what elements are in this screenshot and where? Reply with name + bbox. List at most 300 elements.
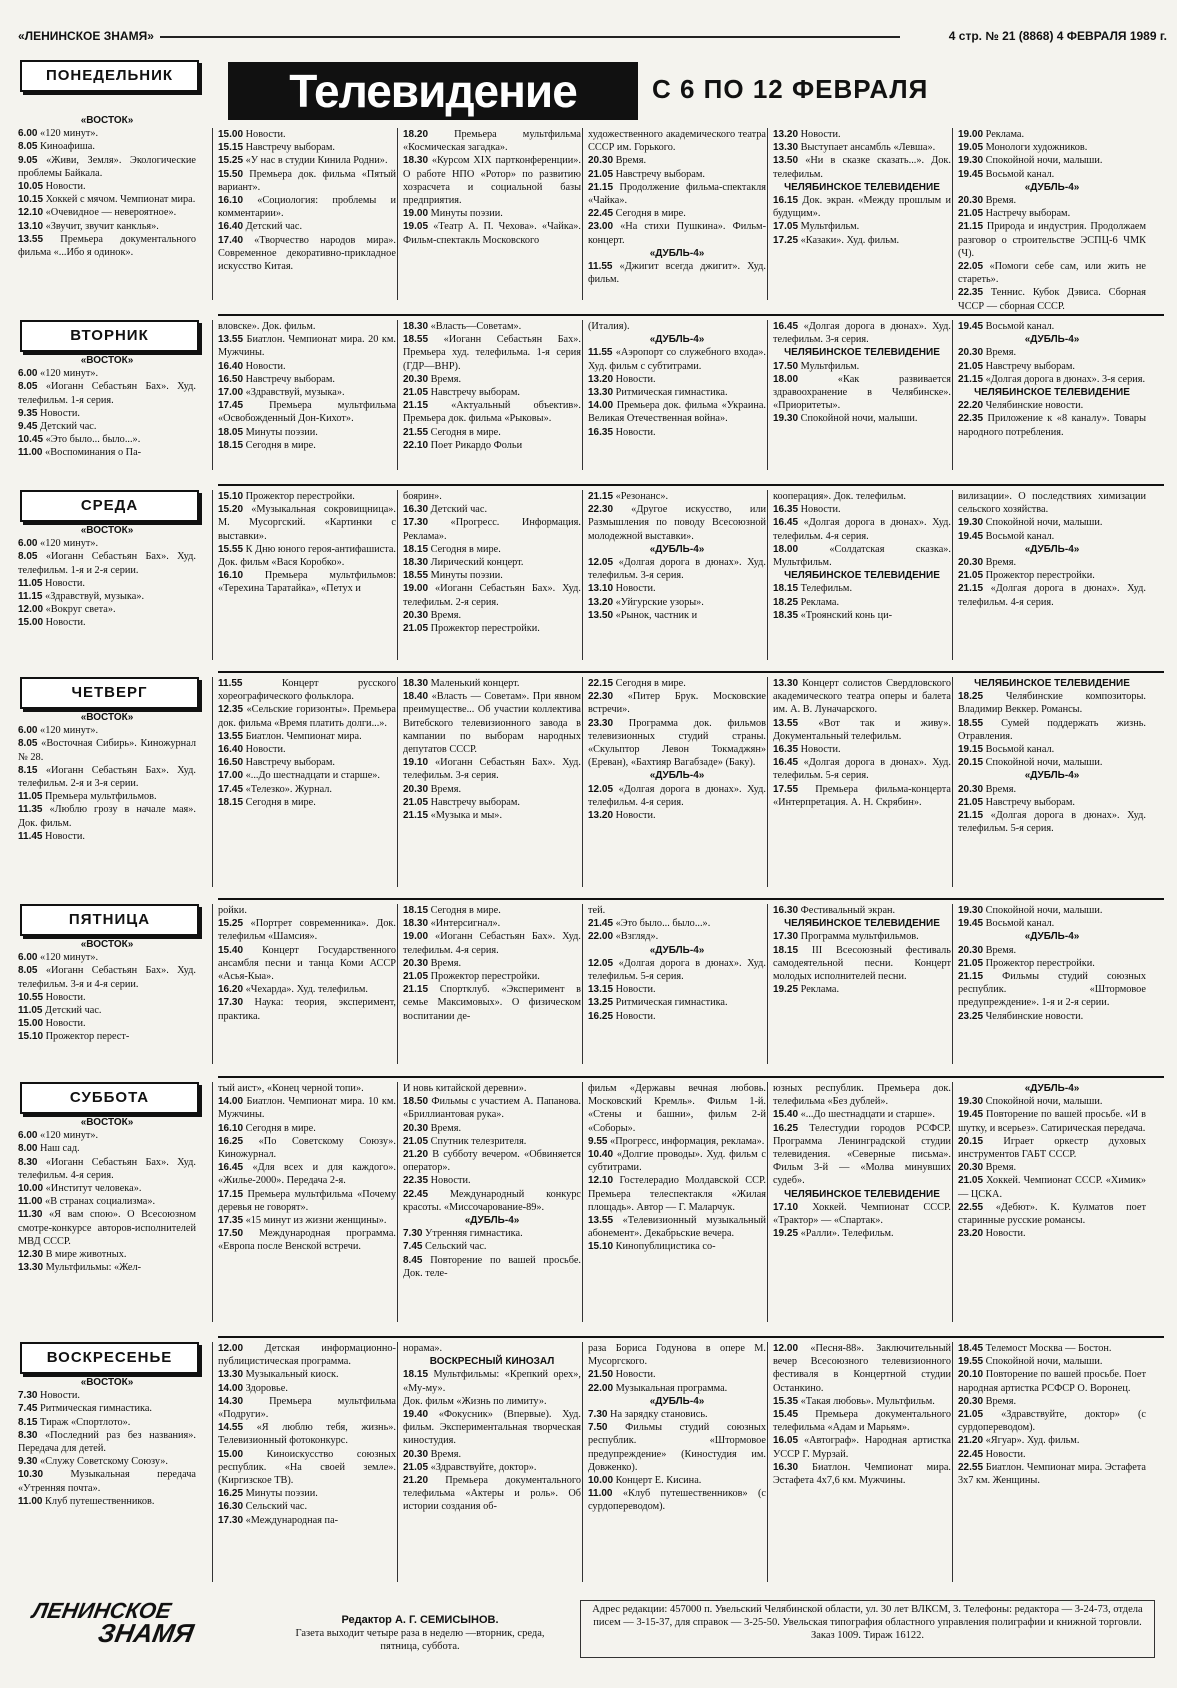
program-entry: 19.45 Восьмой канал. <box>958 918 1055 930</box>
channel-heading: ЧЕЛЯБИНСКОЕ ТЕЛЕВИДЕНИЕ <box>784 570 940 582</box>
program-entry: 15.50 Премьера док. фильма «Пятый вариант». <box>218 168 396 193</box>
program-entry: 18.20 Премьера мультфильма «Космическая загадка». <box>403 129 581 154</box>
program-time: 19.25 <box>773 984 799 996</box>
program-time: 12.10 <box>18 207 44 219</box>
program-entry: 17.00 «Здравствуй, музыка». <box>218 387 345 399</box>
program-entry: 17.50 Международная программа. «Европа после Венской встречи. <box>218 1228 396 1253</box>
program-entry: 17.00 «...До шестнадцати и старше». <box>218 770 380 782</box>
program-time: 13.55 <box>218 730 244 742</box>
program-entry: 13.30 Ритмическая гимнастика. <box>588 387 728 399</box>
program-entry: 20.30 Время. <box>588 155 647 167</box>
program-entry: 15.40 Концерт Государственного ансамбля песни и танца Коми АССР «Асья-Кыа». <box>218 944 396 983</box>
schedule-column <box>18 711 196 887</box>
program-time: 9.55 <box>588 1135 608 1147</box>
program-entry: 18.50 Фильмы с участием А. Папанова. «Бриллиантовая рука». <box>403 1096 581 1121</box>
program-time: 12.10 <box>588 1175 614 1187</box>
day-divider <box>218 1076 1164 1078</box>
program-time: 19.30 <box>773 413 799 425</box>
program-time: 16.50 <box>218 757 244 769</box>
program-entry: 10.15 Хоккей с мячом. Чемпионат мира. <box>18 194 196 206</box>
schedule-column <box>958 904 1146 1064</box>
column-separator <box>952 320 953 470</box>
program-time: 11.05 <box>18 577 43 589</box>
program-entry: 16.45 «Долгая дорога в дюнах». Худ. телефильм. 5-я серия. <box>773 757 951 782</box>
program-time: 19.25 <box>773 1228 799 1240</box>
program-time: 17.35 <box>218 1215 244 1227</box>
program-time: 16.10 <box>218 1122 244 1134</box>
program-time: 18.15 <box>403 1369 429 1381</box>
program-entry: 23.20 Новости. <box>958 1228 1026 1240</box>
program-time: 15.00 <box>218 1448 244 1460</box>
program-time: 9.05 <box>18 154 38 166</box>
program-entry: 16.30 Детский час. <box>403 504 488 516</box>
program-time: 8.05 <box>18 738 38 750</box>
program-entry: 16.30 Сельский час. <box>218 1501 308 1513</box>
schedule-column <box>403 904 581 1064</box>
program-time: 17.30 <box>403 517 429 529</box>
program-entry: 13.10 «Звучит, звучит канклья». <box>18 220 159 232</box>
program-entry: боярин». <box>403 491 442 502</box>
channel-heading: «ДУБЛЬ-4» <box>1024 181 1080 193</box>
program-time: 15.00 <box>18 1018 44 1030</box>
program-entry: 21.05 Прожектор перестройки. <box>958 570 1095 582</box>
program-entry: 21.05 Спутник телезрителя. <box>403 1135 527 1147</box>
editor-name: Редактор А. Г. СЕМИСЫНОВ. <box>341 1614 499 1626</box>
program-time: 16.45 <box>773 321 799 332</box>
program-entry: 21.50 Новости. <box>588 1369 656 1381</box>
program-time: 7.30 <box>588 1409 608 1421</box>
program-entry: 8.15 «Иоганн Себастьян Бах». Худ. телефильм. 2-я и 3-я серии. <box>18 764 196 790</box>
header-rule <box>160 36 900 38</box>
program-entry: 14.55 «Я люблю тебя, жизнь». Телевизионный фотоконкурс. <box>218 1422 396 1447</box>
program-time: 8.05 <box>18 965 38 977</box>
program-time: 19.30 <box>958 517 984 529</box>
program-entry: 18.30 «Интерсигнал». <box>403 918 501 930</box>
program-entry: 16.35 Новости. <box>588 426 656 438</box>
program-entry: 16.35 Новости. <box>773 504 841 516</box>
channel-heading: «ВОСТОК» <box>80 355 134 366</box>
column-separator <box>582 1082 583 1322</box>
column-separator <box>952 1342 953 1582</box>
program-time: 12.05 <box>588 783 614 795</box>
program-time: 11.30 <box>18 1209 43 1221</box>
program-entry: фильм «Державы вечная любовь. Московский Кремль». Фильм 1-й. «Стены и башни», фильм 2-й «Соборы». <box>588 1083 766 1134</box>
program-time: 11.05 <box>18 1005 43 1017</box>
day-label: ВТОРНИК <box>20 320 199 352</box>
schedule-column <box>588 320 766 470</box>
program-entry: 12.05 «Долгая дорога в дюнах». Худ. телефильм. 5-я серия. <box>588 957 766 983</box>
program-entry: 13.10 Новости. <box>588 583 656 595</box>
day-divider <box>218 898 1164 900</box>
program-entry: 16.40 Детский час. <box>218 221 303 233</box>
program-time: 21.45 <box>588 918 614 930</box>
program-time: 18.25 <box>773 596 799 608</box>
program-entry: 15.00 Киноискусство союзных республик. «На своей земле». (Киргизское ТВ). <box>218 1448 396 1487</box>
program-entry: 11.00 «Клуб путешественников» (с сурдопереводом). <box>588 1488 766 1513</box>
program-entry: 22.55 «Дебют». К. Кулматов поет старинные русские романсы. <box>958 1201 1146 1227</box>
program-entry: 19.30 Спокойной ночи, малыши. <box>958 905 1103 916</box>
schedule-column <box>773 904 951 1064</box>
program-entry: 17.45 «Телезко». Журнал. <box>218 783 332 795</box>
program-time: 19.10 <box>403 757 429 769</box>
program-entry: норама». <box>403 1343 443 1354</box>
program-time: 15.20 <box>218 504 244 516</box>
program-entry: 16.10 Премьера мультфильмов: «Терехина Таратайка», «Петух и <box>218 570 396 595</box>
program-entry: 19.45 Восьмой канал. <box>958 321 1055 332</box>
newspaper-name: «ЛЕНИНСКОЕ ЗНАМЯ» <box>18 29 154 43</box>
schedule-column <box>218 490 396 660</box>
page-dates: С 6 ПО 12 ФЕВРАЛЯ <box>652 74 929 104</box>
program-entry: 6.00 «120 минут». <box>18 952 99 964</box>
channel-heading: «ВОСТОК» <box>80 939 134 950</box>
program-time: 15.10 <box>588 1241 614 1253</box>
program-time: 8.15 <box>18 764 38 776</box>
column-separator <box>397 1342 398 1582</box>
program-entry: 22.45 Новости. <box>958 1448 1026 1460</box>
program-time: 12.00 <box>18 604 44 616</box>
program-time: 6.00 <box>18 128 38 140</box>
program-time: 22.35 <box>958 413 984 425</box>
program-entry: (Италия). <box>588 321 630 332</box>
schedule-column <box>403 128 581 300</box>
program-entry: 19.45 Повторение по вашей просьбе. «И в шутку, и всерьез». Сатирическая передача. <box>958 1109 1146 1134</box>
program-time: 19.45 <box>958 168 984 180</box>
program-entry: 15.00 Новости. <box>218 129 286 140</box>
program-entry: 11.35 «Люблю грозу в начале мая». Док. фильм. <box>18 804 196 829</box>
program-time: 21.15 <box>403 400 429 412</box>
program-time: 16.25 <box>218 1135 244 1147</box>
program-time: 20.30 <box>958 783 984 795</box>
program-time: 18.15 <box>773 944 799 956</box>
column-separator <box>397 677 398 887</box>
program-time: 8.15 <box>18 1416 38 1428</box>
program-time: 13.30 <box>218 1369 244 1381</box>
channel-heading: «ВОСТОК» <box>80 115 134 126</box>
program-time: 19.00 <box>958 129 984 140</box>
schedule-column <box>18 1116 196 1322</box>
logo-line2: ЗНАМЯ <box>95 1618 197 1648</box>
program-entry: 18.55 Сумей поддержать жизнь. Отравления. <box>958 717 1146 742</box>
program-time: 20.30 <box>588 155 614 167</box>
program-entry: 16.40 Новости. <box>218 744 286 756</box>
program-time: 22.00 <box>588 1382 614 1394</box>
program-entry: 8.45 Повторение по вашей просьбе. Док. теле- <box>403 1254 581 1279</box>
program-entry: 16.25 Минуты поэзии. <box>218 1488 318 1500</box>
day-divider <box>218 484 1164 486</box>
program-entry: 18.15 III Всесоюзный фестиваль самодеятельной песни. Концерт молодых исполнителей песни. <box>773 944 951 983</box>
program-entry: 18.15 Сегодня в мире. <box>403 543 501 555</box>
program-entry: 12.00 «Песня-88». Заключительный вечер Всесоюзного телевизионного фестиваля в Концертной студии Останкино. <box>773 1343 951 1394</box>
program-entry: Док. фильм «Жизнь по лимиту». <box>403 1395 547 1407</box>
program-entry: 9.35 Новости. <box>18 407 80 419</box>
program-time: 21.50 <box>588 1369 614 1381</box>
program-time: 18.30 <box>403 918 429 930</box>
column-separator <box>397 128 398 300</box>
column-separator <box>767 490 768 660</box>
program-time: 13.50 <box>588 609 614 621</box>
program-entry: 17.35 «15 минут из жизни женщины». <box>218 1215 387 1227</box>
day-block <box>18 1082 1164 1322</box>
order-info: Заказ 1009. Тираж 16122. <box>811 1630 924 1641</box>
program-entry: 19.15 Восьмой канал. <box>958 744 1055 756</box>
program-time: 22.15 <box>588 678 614 689</box>
channel-heading: ЧЕЛЯБИНСКОЕ ТЕЛЕВИДЕНИЕ <box>974 387 1130 399</box>
program-entry: 16.50 Навстречу выборам. <box>218 373 335 385</box>
program-entry: 21.15 Продолжение фильма-спектакля «Чайка». <box>588 181 766 207</box>
program-time: 18.00 <box>773 543 799 555</box>
program-entry: 19.30 Спокойной ночи, малыши. <box>773 413 918 425</box>
program-time: 15.25 <box>218 918 244 930</box>
program-entry: 21.05 Навстречу выборам. <box>403 796 520 808</box>
program-time: 21.05 <box>588 168 614 180</box>
program-entry: 17.30 Программа мультфильмов. <box>773 931 919 943</box>
program-entry: 21.05 «Здравствуйте, доктор» (с сурдопереводом). <box>958 1409 1146 1434</box>
program-time: 9.30 <box>18 1456 38 1468</box>
program-entry: 21.15 «Долгая дорога в дюнах». 3-я серия. <box>958 373 1146 385</box>
program-entry: 11.05 Детский час. <box>18 1005 102 1017</box>
program-time: 21.05 <box>958 208 984 220</box>
program-entry: кооперация». Док. телефильм. <box>773 491 906 502</box>
day-block <box>18 1342 1164 1582</box>
schedule-column <box>588 677 766 887</box>
program-entry: 16.45 «Долгая дорога в дюнах». Худ. телефильм. 4-я серия. <box>773 517 951 542</box>
column-separator <box>952 128 953 300</box>
program-time: 19.30 <box>958 155 984 167</box>
program-time: 15.55 <box>218 543 244 555</box>
program-time: 15.45 <box>773 1409 799 1421</box>
program-entry: 16.40 Новости. <box>218 360 286 372</box>
program-time: 16.30 <box>403 504 429 516</box>
program-time: 13.30 <box>773 678 799 689</box>
program-time: 18.15 <box>218 796 244 808</box>
program-time: 17.05 <box>773 221 799 233</box>
program-entry: 16.05 «Автограф». Народная артистка УССР Г. Мурзай. <box>773 1435 951 1460</box>
program-time: 12.35 <box>218 704 244 716</box>
program-entry: 12.35 «Сельские горизонты». Премьера док. фильма «Время платить долги...». <box>218 704 396 729</box>
program-time: 6.00 <box>18 952 38 964</box>
program-entry: 18.35 «Троянский конь ци- <box>773 609 893 621</box>
program-entry: 8.05 «Иоганн Себастьян Бах». Худ. телефильм. 1-я и 2-я серии. <box>18 551 196 576</box>
program-entry: 22.00 «Взгляд». <box>588 931 659 943</box>
program-time: 6.00 <box>18 368 38 380</box>
program-time: 22.35 <box>403 1175 429 1187</box>
program-time: 16.10 <box>218 570 244 582</box>
program-entry: 15.45 Премьера документального телефильма «Адам и Марьям». <box>773 1409 951 1434</box>
program-entry: 19.30 Спокойной ночи, малыши. <box>958 155 1103 167</box>
column-separator <box>952 490 953 660</box>
program-time: 18.30 <box>403 321 429 332</box>
schedule-column <box>218 904 396 1064</box>
program-entry: 16.10 Сегодня в мире. <box>218 1122 316 1134</box>
program-time: 13.55 <box>18 233 44 245</box>
program-time: 13.15 <box>588 984 614 996</box>
program-entry: художественного академического театра СССР им. Горького. <box>588 129 766 154</box>
program-time: 13.50 <box>773 155 799 167</box>
column-separator <box>582 677 583 887</box>
program-entry: 11.45 Новости. <box>18 830 85 842</box>
program-time: 21.15 <box>403 984 429 996</box>
column-separator <box>212 490 213 660</box>
program-entry: 15.00 Новости. <box>18 617 86 629</box>
program-time: 18.30 <box>403 678 429 689</box>
program-entry: 6.00 «120 минут». <box>18 538 99 550</box>
program-time: 20.30 <box>403 1122 429 1134</box>
channel-heading: «ДУБЛЬ-4» <box>1024 931 1080 943</box>
program-entry: 13.55 «Вот так и живу». Документальный телефильм. <box>773 717 951 742</box>
schedule-column <box>773 1342 951 1582</box>
program-time: 14.55 <box>218 1422 244 1434</box>
program-entry: 18.15 Сегодня в мире. <box>218 796 316 808</box>
program-time: 18.25 <box>958 691 984 703</box>
program-entry: 21.15 «Долгая дорога в дюнах». Худ. телефильм. 4-я серия. <box>958 583 1146 608</box>
day-label: ПЯТНИЦА <box>20 904 199 936</box>
program-entry: 20.10 Повторение по вашей просьбе. Поет народная артистка РСФСР О. Воронец. <box>958 1369 1146 1394</box>
column-separator <box>767 320 768 470</box>
program-entry: 11.30 «Я вам спою». О Всесоюзном смотре-конкурсе авторов-исполнителей МВД СССР. <box>18 1209 196 1247</box>
column-separator <box>767 677 768 887</box>
program-entry: 18.15 Сегодня в мире. <box>218 439 316 451</box>
schedule-column <box>403 1082 581 1322</box>
program-entry: 13.20 Новости. <box>773 129 841 140</box>
program-time: 19.05 <box>958 142 984 154</box>
program-entry: 19.45 Восьмой канал. <box>958 168 1055 180</box>
editor-block <box>280 1614 560 1653</box>
program-entry: 21.05 Прожектор перестройки. <box>403 623 540 635</box>
program-entry: 15.10 Кинопублицистика со- <box>588 1241 716 1253</box>
program-entry: 8.05 «Иоганн Себастьян Бах». Худ. телефильм. 3-я и 4-я серии. <box>18 965 196 990</box>
program-time: 16.45 <box>773 757 799 769</box>
program-time: 22.55 <box>958 1201 984 1213</box>
program-entry: 21.15 «Долгая дорога в дюнах». Худ. телефильм. 5-я серия. <box>958 810 1146 835</box>
program-time: 21.05 <box>958 1409 984 1421</box>
program-time: 10.00 <box>18 1183 44 1195</box>
channel-heading: ВОСКРЕСНЫЙ КИНОЗАЛ <box>429 1356 555 1368</box>
schedule-column <box>218 320 396 470</box>
program-time: 17.50 <box>773 360 799 372</box>
program-entry: 11.55 «Джигит всегда джигит». Худ. фильм. <box>588 261 766 286</box>
program-time: 21.05 <box>958 957 984 969</box>
program-time: 17.45 <box>218 783 244 795</box>
program-entry: 11.00 «Воспоминания о Па- <box>18 447 142 459</box>
program-time: 23.20 <box>958 1228 984 1240</box>
program-entry: 6.00 «120 минут». <box>18 128 99 140</box>
program-time: 13.20 <box>588 373 614 385</box>
program-entry: 10.00 Концерт Е. Кисина. <box>588 1475 702 1487</box>
program-time: 11.15 <box>18 591 43 603</box>
program-time: 15.35 <box>773 1395 799 1407</box>
program-time: 16.30 <box>773 905 799 916</box>
program-time: 21.15 <box>958 221 984 233</box>
program-time: 20.30 <box>403 1448 429 1460</box>
program-time: 20.30 <box>958 347 984 359</box>
program-entry: ройки. <box>218 905 247 916</box>
program-time: 6.00 <box>18 1130 38 1142</box>
program-time: 17.25 <box>773 234 799 246</box>
program-time: 18.15 <box>403 905 429 916</box>
program-time: 11.00 <box>588 1488 613 1500</box>
program-time: 14.00 <box>218 1382 244 1394</box>
program-entry: 20.30 Время. <box>958 783 1017 795</box>
program-entry: 21.05 Навстречу выборам. <box>958 796 1075 808</box>
program-entry: 13.30 Музыкальный киоск. <box>218 1369 339 1381</box>
program-time: 9.35 <box>18 407 38 419</box>
program-entry: 7.30 На зарядку становись. <box>588 1409 708 1421</box>
program-entry: 18.40 «Власть — Советам». При явном преимуществе... Об участии коллектива Витебского телевизионного завода в кампании по выборам народных депутатов СССР. <box>403 691 581 756</box>
program-entry: 21.05 Хоккей. Чемпионат СССР. «Химик» — ЦСКА. <box>958 1175 1146 1200</box>
schedule-column <box>773 320 951 470</box>
program-time: 16.25 <box>773 1122 799 1134</box>
program-entry: 23.25 Челябинские новости. <box>958 1010 1084 1022</box>
program-time: 7.45 <box>18 1403 38 1415</box>
program-time: 12.05 <box>588 957 614 969</box>
program-time: 22.20 <box>958 400 984 412</box>
day-block <box>18 904 1164 1064</box>
program-entry: 21.05 Навстречу выборам. <box>588 168 705 180</box>
program-time: 21.05 <box>403 387 429 399</box>
program-time: 21.15 <box>958 373 984 385</box>
program-time: 16.15 <box>773 195 799 207</box>
program-time: 15.40 <box>218 944 244 956</box>
program-entry: 21.15 «Резонанс». <box>588 491 669 502</box>
program-entry: 22.30 «Другое искусство, или Размышления по поводу Всесоюзной молодежной выставки». <box>588 504 766 542</box>
day-divider <box>218 314 1164 316</box>
program-entry: 15.10 Прожектор перест- <box>18 1031 130 1043</box>
program-entry: 21.05 Навстречу выборам. <box>958 360 1075 372</box>
program-entry: 20.30 Время. <box>958 944 1017 956</box>
program-entry: 19.25 Реклама. <box>773 984 840 996</box>
program-entry: 19.30 Спокойной ночи, малыши. <box>958 517 1103 529</box>
program-time: 6.00 <box>18 725 38 737</box>
program-time: 20.30 <box>403 609 429 621</box>
schedule-column <box>588 490 766 660</box>
program-time: 22.45 <box>403 1188 429 1200</box>
program-time: 17.15 <box>218 1188 244 1200</box>
program-time: 20.30 <box>403 783 429 795</box>
program-entry: 16.25 «По Советскому Союзу». Киножурнал. <box>218 1135 396 1161</box>
newspaper-logo <box>26 1600 253 1650</box>
program-time: 13.25 <box>588 997 614 1009</box>
program-time: 21.05 <box>958 1175 984 1187</box>
channel-heading: ЧЕЛЯБИНСКОЕ ТЕЛЕВИДЕНИЕ <box>784 918 940 930</box>
program-time: 16.10 <box>218 195 244 207</box>
column-separator <box>767 1082 768 1322</box>
program-entry: 16.45 «Долгая дорога в дюнах». Худ. телефильм. 3-я серия. <box>773 321 951 346</box>
program-time: 17.30 <box>218 1514 244 1526</box>
column-separator <box>212 1082 213 1322</box>
issue-info: 4 стр. № 21 (8868) 4 ФЕВРАЛЯ 1989 г. <box>948 29 1167 43</box>
program-entry: 20.30 Время. <box>958 557 1017 569</box>
program-entry: 17.30 «Прогресс. Информация. Реклама». <box>403 517 581 542</box>
program-time: 19.45 <box>958 321 984 332</box>
program-entry: 7.45 Сельский час. <box>403 1241 487 1253</box>
column-separator <box>582 1342 583 1582</box>
channel-heading: «ДУБЛЬ-4» <box>649 543 705 555</box>
column-separator <box>582 128 583 300</box>
program-entry: 19.10 «Иоганн Себастьян Бах». Худ. телефильм. 3-я серия. <box>403 757 581 782</box>
column-separator <box>397 1082 398 1322</box>
program-entry: 7.45 Ритмическая гимнастика. <box>18 1403 153 1415</box>
program-time: 21.05 <box>403 971 429 983</box>
channel-heading: ЧЕЛЯБИНСКОЕ ТЕЛЕВИДЕНИЕ <box>974 678 1130 689</box>
program-entry: 6.00 «120 минут». <box>18 725 99 737</box>
program-entry: 17.05 Мультфильм. <box>773 221 860 233</box>
channel-heading: ЧЕЛЯБИНСКОЕ ТЕЛЕВИДЕНИЕ <box>784 181 940 193</box>
program-entry: 16.35 Новости. <box>773 744 841 756</box>
program-time: 17.45 <box>218 400 244 412</box>
schedule-column <box>958 128 1146 312</box>
schedule-column <box>958 1082 1146 1322</box>
program-time: 21.15 <box>958 971 984 983</box>
